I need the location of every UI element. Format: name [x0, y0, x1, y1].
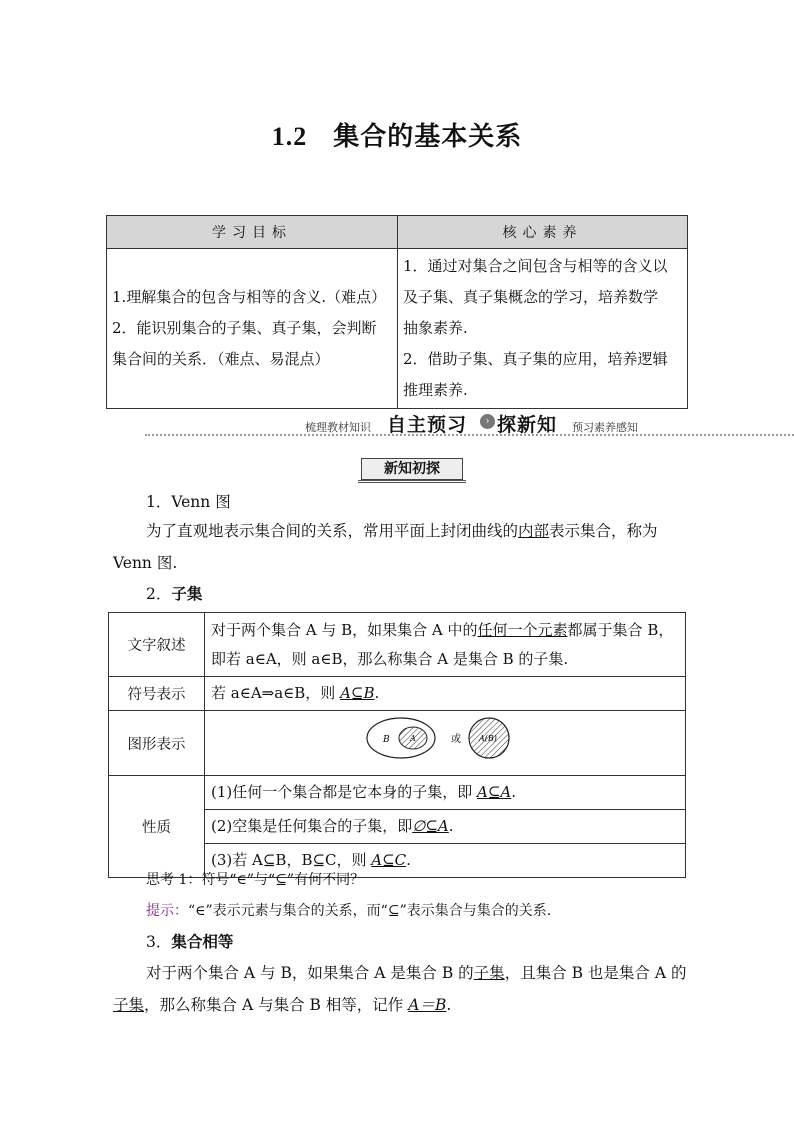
venn-keyword: 内部 — [518, 522, 550, 540]
section-number: 1.2 — [271, 122, 308, 151]
literacy-line: 1．通过对集合之间包含与相等的含义以 — [403, 257, 668, 275]
property-2: (2)空集是任何集合的子集，即∅⊆A. — [205, 810, 686, 844]
label-a: A — [410, 734, 416, 743]
hint-label: 提示： — [146, 903, 188, 919]
banner-right-caption: 预习素养感知 — [572, 421, 638, 434]
goals-table — [106, 215, 688, 409]
venn-text-line1: 为了直观地表示集合间的关系，常用平面上封闭曲线的内部表示集合，称为 — [146, 522, 658, 540]
goals-left-cell — [107, 249, 398, 409]
venn-heading: 1．Venn 图 — [146, 493, 231, 511]
goal-line: 2．能识别集合的子集、真子集，会判断 — [112, 319, 377, 337]
literacy-line: 2．借助子集、真子集的应用，培养逻辑 — [403, 350, 668, 368]
row-label-property: 性质 — [109, 776, 205, 878]
subset-table — [108, 612, 686, 878]
section-tag: 新知初探 — [361, 458, 463, 480]
venn-diagram — [365, 713, 525, 763]
banner-title-1: 自主预习 — [387, 414, 468, 436]
row-label-graph: 图形表示 — [109, 711, 205, 776]
literacy-line: 及子集、真子集概念的学习，培养数学 — [403, 288, 659, 306]
section-banner — [145, 410, 794, 438]
think-question: 思考 1：符号“∈”与“⊆”有何不同？ — [146, 872, 365, 888]
row-value-text: 对于两个集合 A 与 B，如果集合 A 中的任何一个元素都属于集合 B， 即若 a∈A，则 a∈B，那么称集合 A 是集合 B 的子集. — [205, 613, 686, 677]
property-3: (3)若 A⊆B，B⊆C，则 A⊆C. — [205, 844, 686, 878]
property-1: (1)任何一个集合都是它本身的子集，即 A⊆A. — [205, 776, 686, 810]
banner-divider — [145, 434, 794, 436]
section-title: 集合的基本关系 — [333, 122, 523, 152]
banner-left-caption: 梳理教材知识 — [305, 421, 371, 434]
row-value-symbol: 若 a∈A⇒a∈B，则 A⊆B. — [205, 677, 686, 711]
row-label-symbol: 符号表示 — [109, 677, 205, 711]
equal-text-line1: 对于两个集合 A 与 B，如果集合 A 是集合 B 的子集，且集合 B 也是集合 A 的 — [146, 964, 687, 982]
subset-heading: 2．子集 — [146, 585, 203, 603]
goals-right-cell — [398, 249, 688, 409]
chevron-right-icon: › — [480, 414, 495, 429]
equal-text-line2: 子集，那么称集合 A 与集合 B 相等，记作 A＝B. — [113, 996, 452, 1014]
page-title — [0, 116, 794, 153]
label-or: 或 — [451, 734, 461, 745]
goal-line: 1.理解集合的包含与相等的含义.（难点） — [112, 288, 387, 306]
goals-header-right: 核心素养 — [398, 216, 688, 249]
literacy-line: 抽象素养. — [403, 319, 468, 337]
label-ab: A(B) — [479, 734, 497, 743]
label-b: B — [383, 735, 390, 745]
venn-text-line2: Venn 图. — [113, 554, 178, 572]
equal-heading: 3．集合相等 — [146, 933, 234, 951]
goals-header-left: 学习目标 — [107, 216, 398, 249]
goal-line: 集合间的关系．（难点、易混点） — [112, 350, 330, 368]
row-label-text: 文字叙述 — [109, 613, 205, 677]
row-value-graph — [205, 711, 686, 776]
banner-title-2: 探新知 — [497, 414, 558, 436]
think-hint: 提示：“∈”表示元素与集合的关系，而“⊆”表示集合与集合的关系. — [146, 903, 552, 919]
literacy-line: 推理素养. — [403, 381, 468, 399]
